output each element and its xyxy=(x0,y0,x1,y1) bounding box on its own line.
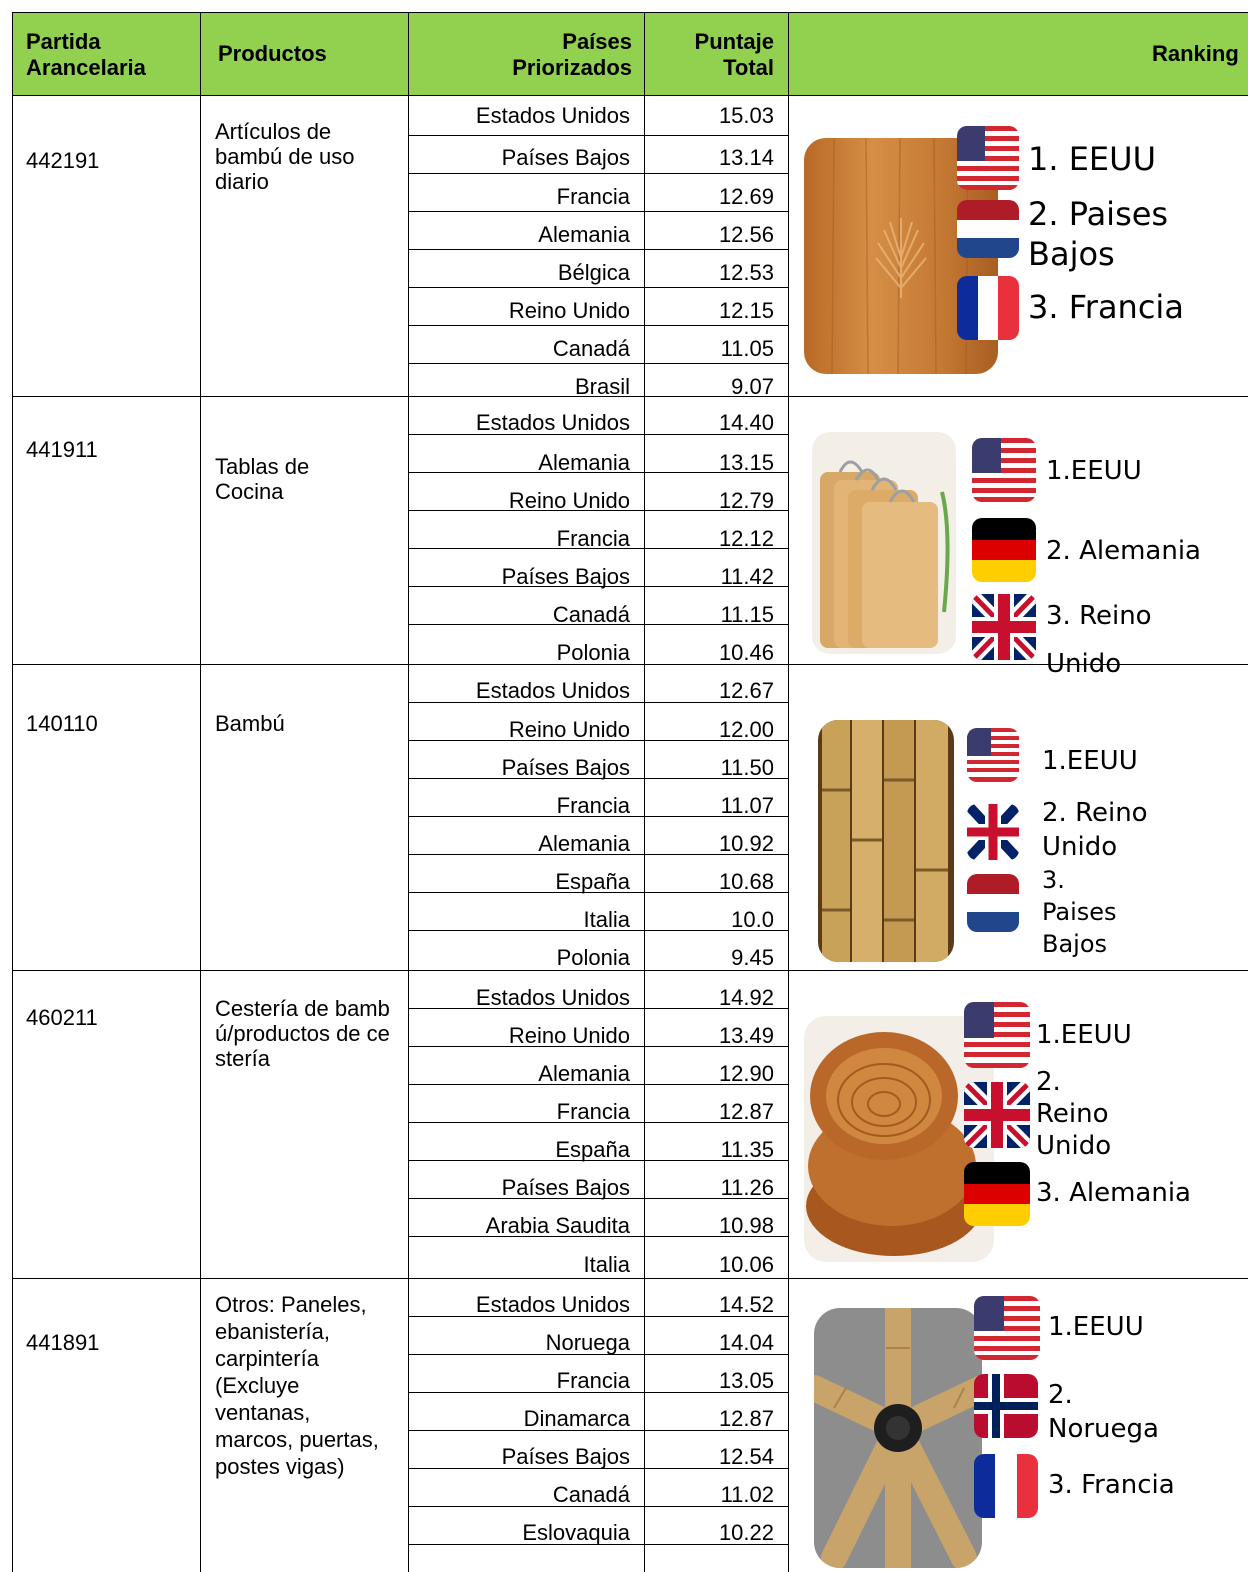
score-cell: 14.52 xyxy=(718,1292,774,1317)
ranking-third: 3. Francia xyxy=(1028,288,1184,326)
score-cell: 10.22 xyxy=(718,1520,774,1545)
country-cell: Reino Unido xyxy=(508,1023,630,1048)
country-cell: Eslovaquia xyxy=(522,1520,630,1545)
product-name: Cestería de bambú/productos de cestería xyxy=(215,996,390,1071)
country-cell: Francia xyxy=(556,1368,630,1393)
germany-flag-icon xyxy=(972,518,1036,582)
ranking-second: 2. Reino Unido xyxy=(1036,1067,1112,1161)
header-partida: Partida Arancelaria xyxy=(26,29,146,80)
ranking-third: 3. Paises Bajos xyxy=(1042,866,1117,958)
row-divider xyxy=(408,211,788,212)
ranking-first: 1.EEUU xyxy=(1042,746,1138,776)
country-cell: Alemania xyxy=(538,222,630,247)
country-cell: Francia xyxy=(556,526,630,551)
usa-flag-icon xyxy=(964,1002,1030,1068)
score-cell: 12.12 xyxy=(718,526,774,551)
column-divider xyxy=(644,12,645,1572)
score-cell: 11.26 xyxy=(720,1175,774,1200)
row-divider xyxy=(408,287,788,288)
country-cell: Estados Unidos xyxy=(475,1292,630,1317)
france-flag-icon xyxy=(974,1454,1038,1518)
ranking-first: 1.EEUU xyxy=(1046,456,1142,486)
country-cell: Países Bajos xyxy=(501,564,630,589)
uk-flag-icon xyxy=(972,594,1036,660)
header-productos: Productos xyxy=(218,41,327,66)
score-cell: 12.15 xyxy=(718,298,774,323)
ranking-second: 2. Reino Unido xyxy=(1042,798,1148,862)
score-cell: 12.56 xyxy=(718,222,774,247)
ranking-first: 1.EEUU xyxy=(1036,1020,1132,1050)
header-puntaje: Puntaje Total xyxy=(694,29,774,80)
country-cell: Reino Unido xyxy=(508,717,630,742)
country-cell: Estados Unidos xyxy=(475,103,630,128)
score-cell: 11.02 xyxy=(720,1482,774,1507)
header-ranking: Ranking xyxy=(1152,41,1239,66)
score-cell: 10.06 xyxy=(718,1252,774,1277)
country-cell: Canadá xyxy=(552,602,630,627)
score-cell: 14.92 xyxy=(718,985,774,1010)
row-divider xyxy=(408,135,788,136)
country-cell: España xyxy=(555,869,630,894)
score-cell: 10.0 xyxy=(731,907,774,932)
country-cell: Francia xyxy=(556,184,630,209)
score-cell: 11.15 xyxy=(720,602,774,627)
product-name: Tablas de Cocina xyxy=(215,454,310,504)
product-name: Otros: Paneles, ebanistería, carpintería (Excluye ventanas, marcos, puertas, postes vigas) xyxy=(215,1292,379,1479)
header-paises: Países Priorizados xyxy=(512,29,632,80)
country-cell: Bélgica xyxy=(557,260,630,285)
country-cell: Arabia Saudita xyxy=(485,1213,630,1238)
ranking-first: 1. EEUU xyxy=(1028,140,1156,178)
score-cell: 10.68 xyxy=(718,869,774,894)
table-header xyxy=(12,12,1248,96)
country-cell: Países Bajos xyxy=(501,1444,630,1469)
score-cell: 10.46 xyxy=(718,640,774,665)
score-cell: 12.54 xyxy=(718,1444,774,1469)
column-divider xyxy=(200,12,201,1572)
country-cell: Canadá xyxy=(552,1482,630,1507)
country-cell: Francia xyxy=(556,793,630,818)
score-cell: 10.92 xyxy=(718,831,774,856)
uk-flag-icon xyxy=(964,1082,1030,1148)
usa-flag-icon xyxy=(974,1296,1040,1360)
product-name: Bambú xyxy=(215,711,285,736)
group-divider xyxy=(12,1278,1248,1279)
country-cell: Italia xyxy=(583,1252,630,1277)
score-cell: 13.05 xyxy=(718,1368,774,1393)
tariff-code: 442191 xyxy=(26,148,100,173)
score-cell: 14.04 xyxy=(718,1330,774,1355)
column-divider xyxy=(788,12,789,1572)
score-cell: 11.50 xyxy=(720,755,774,780)
row-divider xyxy=(408,249,788,250)
country-cell: Francia xyxy=(556,1099,630,1124)
ranking-second: 2. Paises Bajos xyxy=(1028,195,1169,273)
country-cell: Estados Unidos xyxy=(475,678,630,703)
country-cell: Brasil xyxy=(574,374,630,399)
ranking-third: 3. Alemania xyxy=(1036,1178,1191,1208)
ranking-third: 3. Reino Unido xyxy=(1046,601,1152,679)
usa-flag-icon xyxy=(957,126,1019,190)
netherlands-flag-icon xyxy=(967,874,1019,932)
score-cell: 12.79 xyxy=(718,488,774,513)
score-cell: 12.87 xyxy=(718,1406,774,1431)
country-cell: Alemania xyxy=(538,1061,630,1086)
score-cell: 9.07 xyxy=(731,374,774,399)
country-cell: Estados Unidos xyxy=(475,985,630,1010)
ranking-second: 2. Noruega xyxy=(1048,1380,1159,1444)
ranking-second: 2. Alemania xyxy=(1046,536,1201,566)
score-cell: 13.15 xyxy=(718,450,774,475)
country-cell: Alemania xyxy=(538,831,630,856)
score-cell: 14.40 xyxy=(718,410,774,435)
group-divider xyxy=(12,396,1248,397)
score-cell: 12.69 xyxy=(718,184,774,209)
score-cell: 12.90 xyxy=(718,1061,774,1086)
score-cell: 11.05 xyxy=(720,336,774,361)
ranking-first: 1.EEUU xyxy=(1048,1312,1144,1342)
score-cell: 12.87 xyxy=(718,1099,774,1124)
country-cell: Países Bajos xyxy=(501,755,630,780)
tariff-code: 441891 xyxy=(26,1330,100,1355)
group-divider xyxy=(12,970,1248,971)
usa-flag-icon xyxy=(967,728,1019,782)
tariff-code: 441911 xyxy=(26,437,98,462)
country-cell: Italia xyxy=(583,907,630,932)
uk-flag-icon xyxy=(967,804,1019,860)
country-cell: Noruega xyxy=(545,1330,630,1355)
netherlands-flag-icon xyxy=(957,200,1019,258)
country-cell: Polonia xyxy=(556,640,630,665)
ranking-third: 3. Francia xyxy=(1048,1470,1175,1500)
score-cell: 13.14 xyxy=(718,145,774,170)
country-cell: España xyxy=(555,1137,630,1162)
row-divider xyxy=(408,173,788,174)
germany-flag-icon xyxy=(964,1162,1030,1226)
country-cell: Estados Unidos xyxy=(475,410,630,435)
bamboo-connector-structure-photo xyxy=(814,1308,982,1568)
country-cell: Alemania xyxy=(538,450,630,475)
column-divider xyxy=(408,12,409,1572)
score-cell: 11.07 xyxy=(720,793,774,818)
stacked-cutting-boards-photo xyxy=(812,432,956,654)
score-cell: 11.42 xyxy=(720,564,774,589)
score-cell: 10.98 xyxy=(718,1213,774,1238)
country-cell: Países Bajos xyxy=(501,1175,630,1200)
country-cell: Canadá xyxy=(552,336,630,361)
score-cell: 12.00 xyxy=(718,717,774,742)
country-cell: Reino Unido xyxy=(508,488,630,513)
country-cell: Países Bajos xyxy=(501,145,630,170)
country-cell: Polonia xyxy=(556,945,630,970)
score-cell: 9.45 xyxy=(731,945,774,970)
tariff-code: 460211 xyxy=(26,1005,98,1030)
row-divider xyxy=(408,325,788,326)
usa-flag-icon xyxy=(972,438,1036,502)
product-name: Artículos de bambú de uso diario xyxy=(215,119,355,194)
score-cell: 13.49 xyxy=(718,1023,774,1048)
score-cell: 15.03 xyxy=(718,103,774,128)
bamboo-poles-photo xyxy=(818,720,954,962)
country-cell: Dinamarca xyxy=(523,1406,630,1431)
score-cell: 12.53 xyxy=(718,260,774,285)
france-flag-icon xyxy=(957,276,1019,340)
column-divider xyxy=(12,12,13,1572)
tariff-code: 140110 xyxy=(26,711,98,736)
country-cell: Reino Unido xyxy=(508,298,630,323)
score-cell: 12.67 xyxy=(718,678,774,703)
score-cell: 11.35 xyxy=(720,1137,774,1162)
row-divider xyxy=(408,363,788,364)
norway-flag-icon xyxy=(974,1374,1038,1438)
